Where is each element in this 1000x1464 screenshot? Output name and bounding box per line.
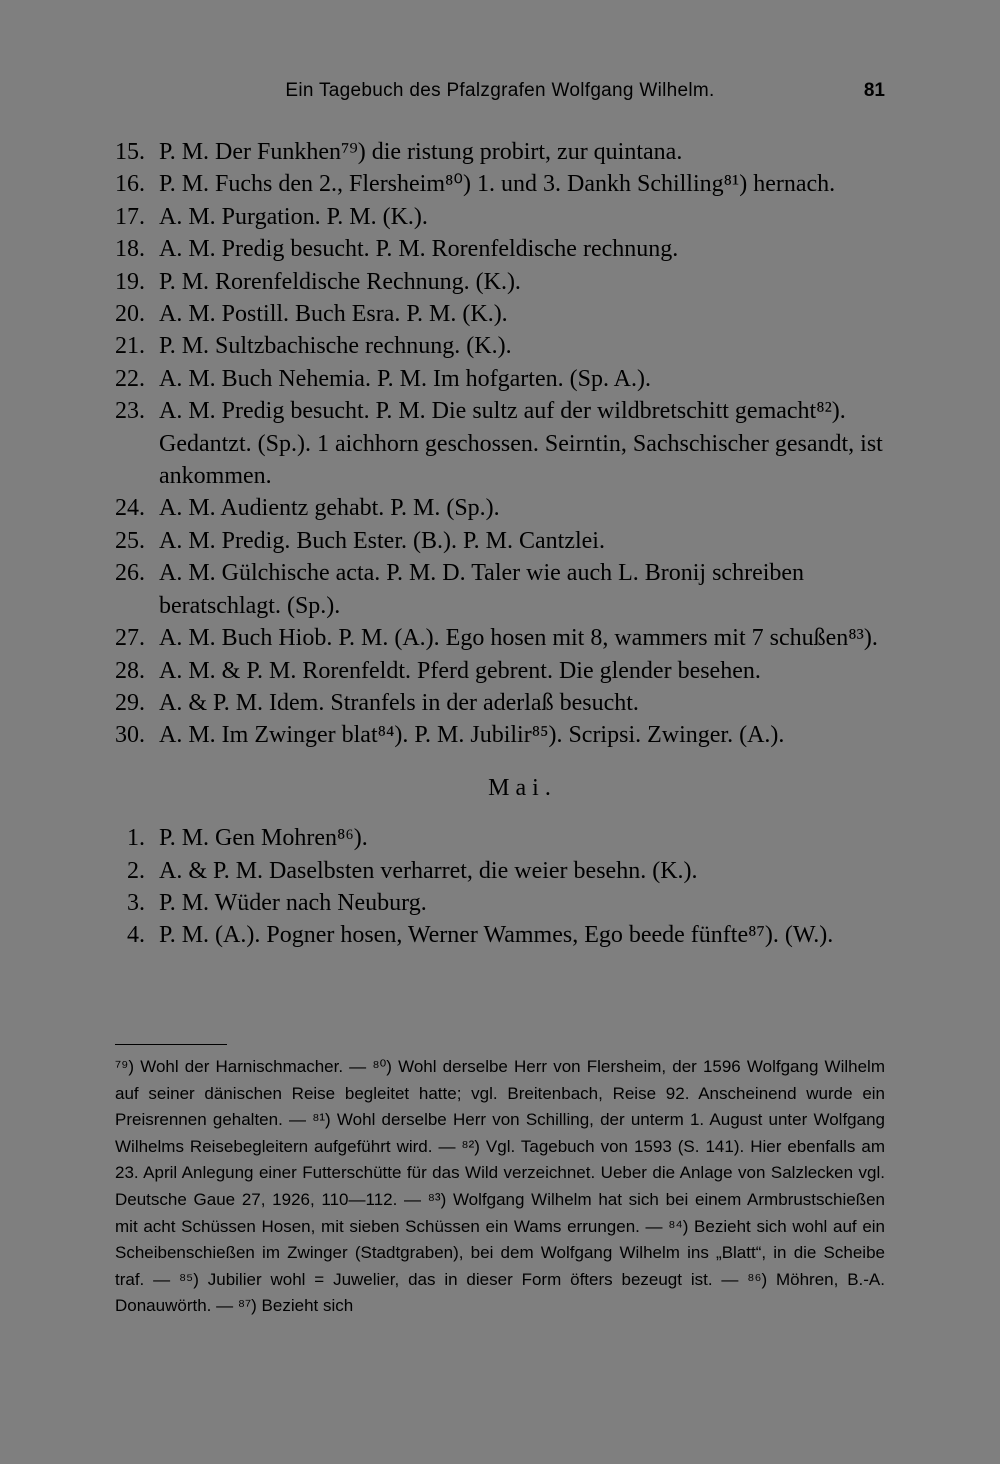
page-number: 81 [863, 80, 885, 101]
diary-entry [115, 719, 890, 751]
entry-day: 26. [115, 560, 145, 587]
entry-text: A. & P. M. Daselbsten verharret, die weier besehn. (K.). [159, 857, 698, 884]
entry-text: A. M. Purgation. P. M. (K.). [159, 203, 428, 230]
entry-day: 22. [115, 365, 145, 392]
entry-text: A. M. & P. M. Rorenfeldt. Pferd gebrent. Die glender besehen. [159, 657, 761, 684]
entry-day: 4. [127, 922, 145, 949]
diary-entry [115, 822, 890, 854]
footnote-divider [115, 1044, 227, 1045]
diary-entry [115, 201, 890, 233]
diary-entry [115, 330, 890, 362]
diary-entry [115, 395, 890, 492]
entry-text: A. M. Postill. Buch Esra. P. M. (K.). [159, 301, 508, 328]
entry-text: A. M. Buch Nehemia. P. M. Im hofgarten. (Sp. A.). [159, 365, 651, 392]
footnotes: ⁷⁹) Wohl der Harnischmacher. — ⁸⁰) Wohl derselbe Herr von Flersheim, der 1596 Wolfgang Wilhelm auf seiner dänischen Reise begleitet hatte; vgl. Breitenbach, Reise 92. Anscheinend wurde ein Preisrennen gehalten. — ⁸¹) Wohl derselbe Herr von Schilling, der unterm 1. August unter Wolfgang Wilhelms Reisebegleitern aufgeführt wird. — ⁸²) Vgl. Tagebuch von 1593 (S. 141). Hier ebenfalls am 23. April Anlegung einer Futterschütte für das Wild verzeichnet. Ueber die Anlage von Salzlecken vgl. Deutsche Gaue 27, 1926, 110—112. — ⁸³) Wolfgang Wilhelm hat sich bei einem Armbrustschießen mit acht Schüssen Hosen, mit sieben Schüssen ein Wams errungen. — ⁸⁴) Bezieht sich wohl auf ein Scheibenschießen im Zwinger (Stadtgraben), bei dem Wolfgang Wilhelm ins „Blatt“, in die Scheibe traf. — ⁸⁵) Jubilier wohl = Juwelier, das in dieser Form öfters bezeugt ist. — ⁸⁶) Möhren, B.-A. Donauwörth. — ⁸⁷) Bezieht sich [115, 1057, 885, 1316]
running-header [115, 80, 885, 110]
entry-text: P. M. Rorenfeldische Rechnung. (K.). [159, 268, 521, 295]
entry-text: A. M. Buch Hiob. P. M. (A.). Ego hosen mit 8, wammers mit 7 schußen⁸³). [159, 625, 878, 652]
entry-text: A. M. Audientz gehabt. P. M. (Sp.). [159, 495, 500, 522]
entry-day: 16. [115, 171, 145, 198]
running-title: Ein Tagebuch des Pfalzgrafen Wolfgang Wilhelm. [285, 80, 715, 101]
diary-entry [115, 557, 890, 622]
entry-day: 24. [115, 495, 145, 522]
diary-entry [115, 363, 890, 395]
diary-entry [115, 266, 890, 298]
diary-entry [115, 919, 890, 951]
diary-entry [115, 233, 890, 265]
entry-day: 29. [115, 689, 145, 716]
entry-day: 20. [115, 301, 145, 328]
diary-entry [115, 622, 890, 654]
diary-entry [115, 168, 890, 200]
entry-text: P. M. Sultzbachische rechnung. (K.). [159, 333, 512, 360]
diary-entry [115, 298, 890, 330]
entry-day: 28. [115, 657, 145, 684]
entry-text: A. M. Predig besucht. P. M. Rorenfeldische rechnung. [159, 236, 679, 263]
diary-entry [115, 525, 890, 557]
entry-text: A. & P. M. Idem. Stranfels in der aderlaß besucht. [159, 689, 639, 716]
diary-entry [115, 687, 890, 719]
entry-day: 2. [127, 857, 145, 884]
entry-day: 19. [115, 268, 145, 295]
entry-day: 15. [115, 139, 145, 165]
entry-text: P. M. (A.). Pogner hosen, Werner Wammes, Ego beede fünfte⁸⁷). (W.). [159, 922, 834, 949]
entry-day: 17. [115, 203, 145, 230]
entry-day: 3. [127, 889, 145, 916]
diary-entry [115, 855, 890, 887]
diary-entry [115, 492, 890, 524]
entry-day: 30. [115, 722, 145, 749]
entry-text: A. M. Gülchische acta. P. M. D. Taler wie auch L. Bronij schreiben beratschlagt. (Sp.). [159, 560, 805, 619]
entry-text: A. M. Predig. Buch Ester. (B.). P. M. Cantzlei. [159, 527, 605, 554]
entry-text: P. M. Der Funkhen⁷⁹) die ristung probirt, zur quintana. [159, 139, 683, 165]
entry-day: 21. [115, 333, 145, 360]
entry-text: P. M. Gen Mohren⁸⁶). [159, 825, 368, 852]
entry-day: 25. [115, 527, 145, 554]
entry-text: P. M. Fuchs den 2., Flersheim⁸⁰) 1. und 3. Dankh Schilling⁸¹) hernach. [159, 171, 836, 198]
diary-entries [115, 136, 890, 952]
entry-text: A. M. Predig besucht. P. M. Die sultz auf der wildbretschitt gemacht⁸²). Gedantzt. (Sp.). 1 aichhorn geschossen. Seirntin, Sachschischer gesandt, ist ankommen. [159, 398, 883, 490]
entry-day: 23. [115, 398, 145, 425]
diary-entry [115, 887, 890, 919]
diary-entry [115, 655, 890, 687]
entry-day: 18. [115, 236, 145, 263]
entry-day: 27. [115, 625, 145, 652]
month-heading: Mai. [488, 774, 557, 801]
entry-day: 1. [127, 825, 145, 852]
diary-entry [115, 136, 890, 168]
entry-text: A. M. Im Zwinger blat⁸⁴). P. M. Jubilir⁸⁵). Scripsi. Zwinger. (A.). [159, 722, 785, 749]
entry-text: P. M. Wüder nach Neuburg. [159, 889, 427, 916]
